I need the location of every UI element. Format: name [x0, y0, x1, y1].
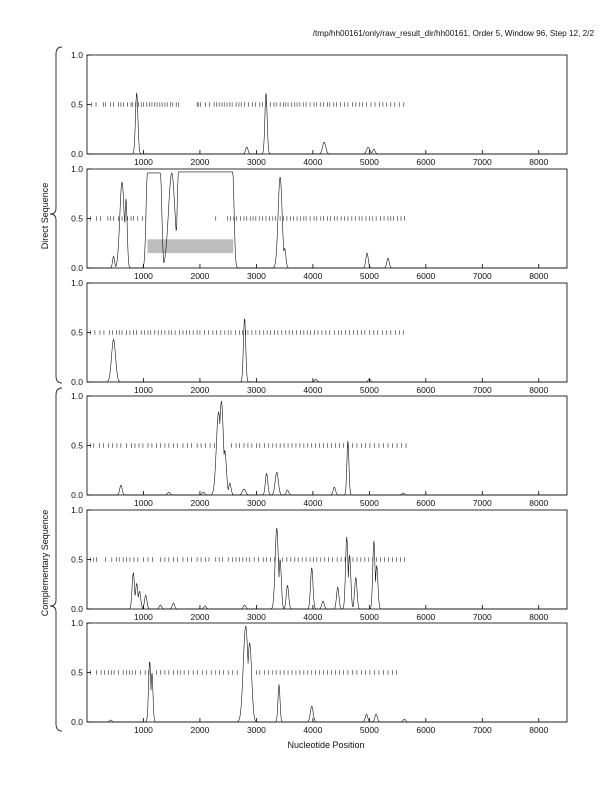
complementary-sequence-label: Complementary Sequence [40, 509, 50, 617]
panels-container [71, 50, 567, 735]
x-tick-label: 2000 [190, 271, 210, 281]
x-tick-label: 3000 [246, 725, 266, 735]
probability-trace [87, 172, 567, 268]
probability-trace [87, 93, 567, 154]
x-tick-label: 7000 [472, 498, 492, 508]
y-tick-label: 0.0 [71, 490, 83, 500]
x-tick-label: 3000 [246, 612, 266, 622]
panel-frame [87, 283, 567, 382]
x-tick-label: 6000 [416, 612, 436, 622]
x-tick-label: 2000 [190, 385, 210, 395]
y-tick-label: 0.0 [71, 377, 83, 387]
y-tick-label: 0.0 [71, 604, 83, 614]
y-tick-label: 0.0 [71, 263, 83, 273]
x-tick-label: 8000 [529, 498, 549, 508]
x-tick-label: 7000 [472, 725, 492, 735]
y-tick-label: 0.0 [71, 149, 83, 159]
x-tick-label: 5000 [359, 612, 379, 622]
x-tick-label: 3000 [246, 271, 266, 281]
x-tick-label: 4000 [303, 498, 323, 508]
x-tick-label: 2000 [190, 612, 210, 622]
y-tick-label: 0.5 [71, 440, 83, 451]
x-tick-label: 4000 [303, 612, 323, 622]
x-tick-label: 1000 [134, 157, 153, 167]
x-tick-label: 6000 [416, 725, 436, 735]
x-tick-label: 1000 [134, 271, 153, 281]
x-tick-label: 5000 [359, 725, 379, 735]
x-tick-label: 5000 [359, 385, 379, 395]
y-tick-label: 0.5 [71, 667, 83, 678]
panel-frame [87, 396, 567, 495]
y-tick-label: 0.0 [71, 717, 83, 727]
x-tick-label: 2000 [190, 498, 210, 508]
x-tick-label: 4000 [303, 271, 323, 281]
header-path-text: /tmp/hh00161/only/raw_result_dir/hh00161, Order 5, Window 96, Step 12, 2/2 [312, 29, 594, 38]
probability-trace [87, 528, 567, 609]
x-tick-label: 1000 [134, 498, 153, 508]
probability-trace [87, 319, 567, 382]
x-tick-label: 4000 [303, 725, 323, 735]
x-tick-label: 8000 [529, 385, 549, 395]
x-tick-label: 1000 [134, 725, 153, 735]
x-tick-label: 6000 [416, 498, 436, 508]
x-tick-label: 5000 [359, 157, 379, 167]
panel-5 [71, 505, 567, 622]
probability-trace [87, 401, 567, 495]
panel-frame [87, 623, 567, 722]
y-tick-label: 1.0 [71, 164, 83, 174]
x-tick-label: 3000 [246, 157, 266, 167]
panel-frame [87, 510, 567, 609]
x-tick-label: 8000 [529, 612, 549, 622]
panel-2 [71, 164, 567, 281]
y-tick-label: 1.0 [71, 391, 83, 401]
x-tick-label: 6000 [416, 271, 436, 281]
panel-3 [71, 278, 567, 395]
y-tick-label: 1.0 [71, 278, 83, 288]
panel-6 [71, 618, 567, 735]
y-tick-label: 1.0 [71, 618, 83, 628]
direct-sequence-brace [50, 47, 62, 383]
x-tick-label: 8000 [529, 157, 549, 167]
x-tick-label: 3000 [246, 498, 266, 508]
y-tick-label: 1.0 [71, 50, 83, 60]
x-axis-title: Nucleotide Position [287, 740, 365, 750]
x-tick-label: 1000 [134, 385, 153, 395]
x-tick-label: 6000 [416, 157, 436, 167]
probability-trace [87, 627, 567, 723]
x-tick-label: 8000 [529, 271, 549, 281]
highlight-box [147, 239, 233, 253]
x-tick-label: 7000 [472, 385, 492, 395]
y-tick-label: 1.0 [71, 505, 83, 515]
x-tick-label: 7000 [472, 157, 492, 167]
x-tick-label: 4000 [303, 385, 323, 395]
direct-sequence-label: Direct Sequence [40, 182, 50, 250]
panel-frame [87, 55, 567, 154]
complementary-sequence-brace [50, 388, 62, 731]
x-tick-label: 1000 [134, 612, 153, 622]
y-tick-label: 0.5 [71, 327, 83, 338]
x-tick-label: 7000 [472, 612, 492, 622]
panel-1 [71, 50, 567, 167]
x-tick-label: 3000 [246, 385, 266, 395]
panel-4 [71, 391, 567, 508]
x-tick-label: 2000 [190, 725, 210, 735]
y-tick-label: 0.5 [71, 99, 83, 110]
x-tick-label: 6000 [416, 385, 436, 395]
x-tick-label: 8000 [529, 725, 549, 735]
y-tick-label: 0.5 [71, 554, 83, 565]
y-tick-label: 0.5 [71, 213, 83, 224]
x-tick-label: 4000 [303, 157, 323, 167]
x-tick-label: 7000 [472, 271, 492, 281]
x-tick-label: 5000 [359, 498, 379, 508]
x-tick-label: 2000 [190, 157, 210, 167]
x-tick-label: 5000 [359, 271, 379, 281]
